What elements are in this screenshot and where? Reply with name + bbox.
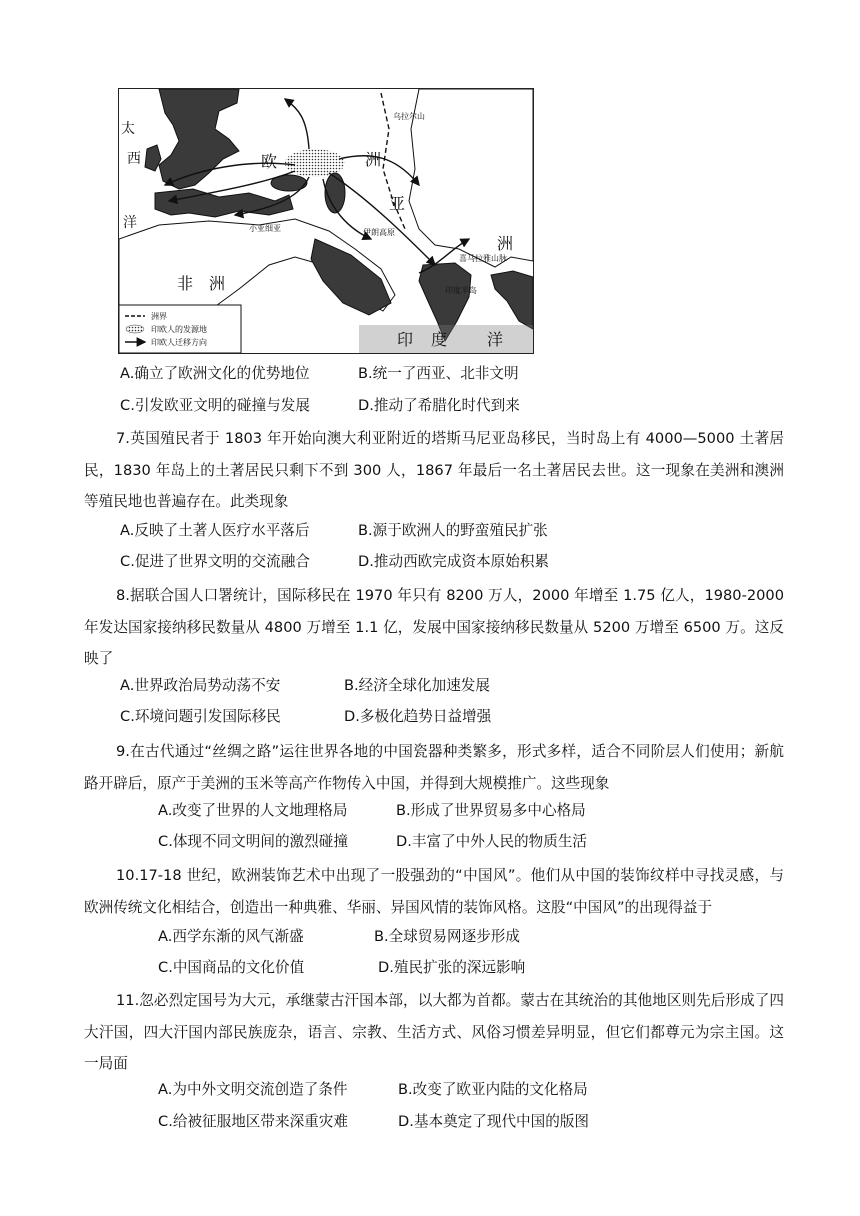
q11-stem: 11.忽必烈定国号为大元，承继蒙古汗国本部，以大都为首都。蒙古在其统治的其他地区则先后形成了四大汗国，四大汗国内部民族庞杂，语言、宗教、生活方式、风俗习惯差异明显，但它们都尊元为宗主国。这一局面 bbox=[84, 992, 784, 1072]
q11-option-b: B.改变了欧亚内陆的文化格局 bbox=[398, 1081, 588, 1098]
q7-option-a: A.反映了土著人医疗水平落后 bbox=[120, 522, 310, 539]
label-iran: 伊朗高原 bbox=[363, 228, 395, 237]
q9-stem: 9.在古代通过“丝绸之路”运往世界各地的中国瓷器种类繁多，形式多样，适合不同阶层人们使用；新航路开辟后，原产于美洲的玉米等高产作物传入中国，并得到大规模推广。这些现象 bbox=[84, 743, 784, 792]
label-ya: 亚 bbox=[389, 194, 406, 213]
q8-option-a: A.世界政治局势动荡不安 bbox=[120, 677, 281, 694]
label-africa: 非 洲 bbox=[177, 274, 226, 293]
homeland-area bbox=[285, 149, 345, 177]
q11-option-c: C.给被征服地区带来深重灾难 bbox=[158, 1113, 348, 1130]
label-yang: 洋 bbox=[123, 215, 137, 231]
q8-option-b: B.经济全球化加速发展 bbox=[344, 677, 490, 694]
legend-homeland: 印欧人的发源地 bbox=[151, 325, 207, 334]
q9-option-b: B.形成了世界贸易多中心格局 bbox=[396, 802, 586, 819]
migration-map bbox=[118, 88, 534, 354]
q6-option-d: D.推动了希腊化时代到来 bbox=[358, 397, 520, 414]
q8-option-d: D.多极化趋势日益增强 bbox=[344, 708, 492, 725]
q10-option-d: D.殖民扩张的深远影响 bbox=[378, 959, 526, 976]
label-ural: 乌拉尔山 bbox=[393, 112, 425, 121]
q7-option-b: B.源于欧洲人的野蛮殖民扩张 bbox=[358, 522, 548, 539]
q6-option-a: A.确立了欧洲文化的优势地位 bbox=[120, 365, 310, 382]
label-yin: 印 bbox=[397, 330, 414, 349]
label-ou: 欧 bbox=[261, 152, 278, 171]
q11-option-a: A.为中外文明交流创造了条件 bbox=[158, 1081, 348, 1098]
legend-boundary: 洲界 bbox=[151, 312, 167, 321]
label-du: 度 bbox=[431, 330, 448, 349]
q8-stem: 8.据联合国人口署统计，国际移民在 1970 年只有 8200 万人，2000 年增至 1.75 亿人，1980-2000 年发达国家接纳移民数量从 4800 万增至 1.1 亿，发展中国家接纳移民数量从 5200 万增至 6500 万。这反映了 bbox=[84, 587, 784, 667]
map-legend bbox=[119, 305, 241, 353]
q9-option-a: A.改变了世界的人文地理格局 bbox=[158, 802, 348, 819]
label-asia-minor: 小亚细亚 bbox=[249, 224, 281, 233]
label-ocean: 洋 bbox=[487, 330, 504, 349]
q7-option-d: D.推动西欧完成资本原始积累 bbox=[358, 553, 550, 570]
q11-option-d: D.基本奠定了现代中国的版图 bbox=[398, 1113, 590, 1130]
label-xi: 西 bbox=[127, 151, 141, 167]
label-india-peninsula: 印度半岛 bbox=[445, 286, 477, 295]
q8-option-c: C.环境问题引发国际移民 bbox=[120, 708, 281, 725]
q10-option-c: C.中国商品的文化价值 bbox=[158, 959, 305, 976]
q10-stem: 10.17-18 世纪，欧洲装饰艺术中出现了一股强劲的“中国风”。他们从中国的装饰纹样中寻找灵感，与欧洲传统文化相结合，创造出一种典雅、华丽、异国风情的装饰风格。这股“中国风”的出现得益于 bbox=[84, 867, 784, 916]
label-himalaya: 喜马拉雅山脉 bbox=[459, 254, 507, 263]
q10-option-b: B.全球贸易网逐步形成 bbox=[374, 928, 520, 945]
label-zhou2: 洲 bbox=[497, 234, 514, 253]
q10-option-a: A.西学东渐的风气渐盛 bbox=[158, 928, 304, 945]
q7-option-c: C.促进了世界文明的交流融合 bbox=[120, 553, 310, 570]
q9-option-d: D.丰富了中外人民的物质生活 bbox=[396, 833, 588, 850]
q6-option-b: B.统一了西亚、北非文明 bbox=[358, 365, 519, 382]
label-zhou1: 洲 bbox=[365, 150, 382, 169]
q6-option-c: C.引发欧亚文明的碰撞与发展 bbox=[120, 397, 310, 414]
q9-option-c: C.体现不同文明间的激烈碰撞 bbox=[158, 833, 348, 850]
label-tai: 太 bbox=[121, 121, 135, 137]
legend-migration: 印欧人迁移方向 bbox=[151, 338, 207, 347]
q7-stem: 7.英国殖民者于 1803 年开始向澳大利亚附近的塔斯马尼亚岛移民，当时岛上有 4000—5000 土著居民，1830 年岛上的土著居民只剩下不到 300 人，1867 年最后一名土著居民去世。这一现象在美洲和澳洲等殖民地也普遍存在。此类现象 bbox=[84, 430, 784, 510]
